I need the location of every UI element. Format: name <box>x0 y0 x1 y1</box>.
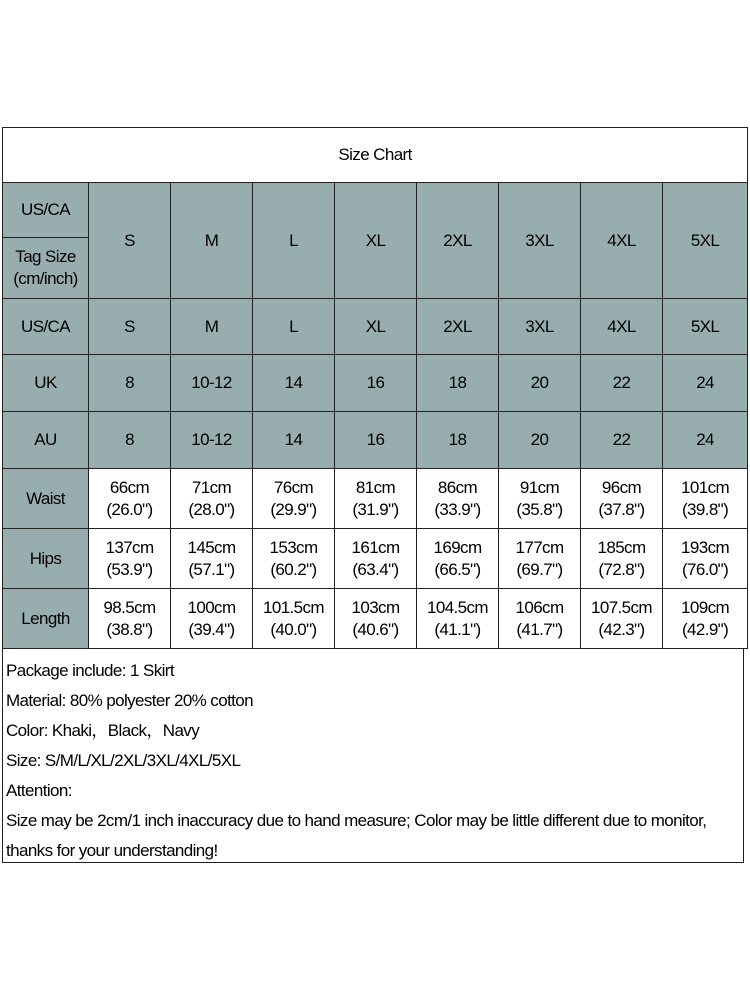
hips-measurement-cell <box>253 529 335 589</box>
waist-cm-value: 86cm <box>437 477 478 497</box>
hips-measurement-cell <box>171 529 253 589</box>
waist-measurement-cell <box>417 469 499 529</box>
header-size-3xl: 3XL <box>499 183 581 299</box>
au-size-cell: 8 <box>89 412 171 469</box>
uk-size-cell: 14 <box>253 355 335 412</box>
waist-measurement-cell <box>663 469 748 529</box>
length-measurement-cell <box>499 589 581 649</box>
waist-measurement-cell <box>253 469 335 529</box>
hips-inch-value: (60.2") <box>270 559 317 579</box>
usca-size-cell: L <box>253 299 335 355</box>
hips-inch-value: (66.5") <box>434 559 481 579</box>
au-size-cell: 20 <box>499 412 581 469</box>
waist-measurement-cell <box>499 469 581 529</box>
length-inch-value: (40.0") <box>270 619 317 639</box>
uk-size-cell: 20 <box>499 355 581 412</box>
length-measurement-cell <box>581 589 663 649</box>
length-cm-value: 103cm <box>351 597 400 617</box>
waist-inch-value: (28.0") <box>188 499 235 519</box>
chart-title: Size Chart <box>3 128 748 183</box>
hips-inch-value: (53.9") <box>106 559 153 579</box>
row-label-hips: Hips <box>3 529 89 589</box>
note-line: Size: S/M/L/XL/2XL/3XL/4XL/5XL <box>6 751 241 770</box>
hips-cm-value: 137cm <box>105 537 154 557</box>
header-size-l: L <box>253 183 335 299</box>
length-cm-value: 98.5cm <box>103 597 156 617</box>
usca-size-cell: 4XL <box>581 299 663 355</box>
length-cm-value: 106cm <box>515 597 564 617</box>
hips-measurement-cell <box>89 529 171 589</box>
length-measurement-cell <box>663 589 748 649</box>
hips-inch-value: (72.8") <box>598 559 645 579</box>
usca-size-cell: M <box>171 299 253 355</box>
waist-inch-value: (26.0") <box>106 499 153 519</box>
tag-unit-line: (cm/inch) <box>13 269 78 288</box>
au-size-cell: 16 <box>335 412 417 469</box>
usca-size-cell: 2XL <box>417 299 499 355</box>
length-measurement-cell <box>89 589 171 649</box>
waist-inch-value: (31.9") <box>352 499 399 519</box>
uk-size-cell: 18 <box>417 355 499 412</box>
usca-size-cell: S <box>89 299 171 355</box>
au-size-cell: 14 <box>253 412 335 469</box>
waist-cm-value: 96cm <box>601 477 642 497</box>
hips-cm-value: 185cm <box>597 537 646 557</box>
header-size-xl: XL <box>335 183 417 299</box>
length-cm-value: 101.5cm <box>262 597 324 617</box>
row-label-length: Length <box>3 589 89 649</box>
hips-inch-value: (69.7") <box>516 559 563 579</box>
usca-size-cell: 3XL <box>499 299 581 355</box>
length-cm-value: 109cm <box>681 597 730 617</box>
length-inch-value: (40.6") <box>352 619 399 639</box>
hips-cm-value: 145cm <box>187 537 236 557</box>
au-size-cell: 24 <box>663 412 748 469</box>
waist-inch-value: (39.8") <box>681 499 729 519</box>
uk-size-cell: 16 <box>335 355 417 412</box>
header-size-5xl: 5XL <box>663 183 748 299</box>
header-size-m: M <box>171 183 253 299</box>
length-measurement-cell <box>417 589 499 649</box>
usca-size-cell: XL <box>335 299 417 355</box>
row-label-waist: Waist <box>3 469 89 529</box>
au-size-cell: 22 <box>581 412 663 469</box>
hips-inch-value: (76.0") <box>681 559 729 579</box>
length-measurement-cell <box>171 589 253 649</box>
waist-measurement-cell <box>335 469 417 529</box>
hips-inch-value: (57.1") <box>188 559 235 579</box>
row-label-au: AU <box>3 412 89 469</box>
header-size-2xl: 2XL <box>417 183 499 299</box>
header-usca-label: US/CA <box>3 183 89 238</box>
hips-inch-value: (63.4") <box>352 559 399 579</box>
waist-inch-value: (35.8") <box>516 499 563 519</box>
waist-cm-value: 91cm <box>519 477 560 497</box>
note-line: Package include: 1 Skirt <box>6 661 174 680</box>
waist-cm-value: 66cm <box>109 477 150 497</box>
header-size-s: S <box>89 183 171 299</box>
length-inch-value: (39.4") <box>188 619 235 639</box>
length-measurement-cell <box>335 589 417 649</box>
waist-cm-value: 81cm <box>355 477 396 497</box>
waist-inch-value: (29.9") <box>270 499 317 519</box>
length-inch-value: (41.1") <box>434 619 481 639</box>
hips-cm-value: 193cm <box>681 537 730 557</box>
waist-cm-value: 76cm <box>273 477 314 497</box>
note-line: Attention: <box>6 781 72 800</box>
au-size-cell: 18 <box>417 412 499 469</box>
length-measurement-cell <box>253 589 335 649</box>
product-notes <box>2 649 744 863</box>
hips-measurement-cell <box>417 529 499 589</box>
length-cm-value: 100cm <box>187 597 236 617</box>
length-inch-value: (41.7") <box>516 619 563 639</box>
waist-inch-value: (33.9") <box>434 499 481 519</box>
waist-measurement-cell <box>89 469 171 529</box>
length-cm-value: 107.5cm <box>590 597 652 617</box>
waist-cm-value: 71cm <box>191 477 232 497</box>
uk-size-cell: 24 <box>663 355 748 412</box>
header-tag-size-label <box>3 238 89 299</box>
uk-size-cell: 22 <box>581 355 663 412</box>
length-inch-value: (42.3") <box>598 619 645 639</box>
length-cm-value: 104.5cm <box>426 597 488 617</box>
hips-cm-value: 161cm <box>351 537 400 557</box>
hips-cm-value: 153cm <box>269 537 318 557</box>
note-line: Size may be 2cm/1 inch inaccuracy due to hand measure; Color may be little different due to monitor, thanks for your understanding! <box>6 811 707 860</box>
size-chart-sheet <box>2 127 747 863</box>
length-inch-value: (38.8") <box>106 619 153 639</box>
waist-inch-value: (37.8") <box>598 499 645 519</box>
waist-measurement-cell <box>581 469 663 529</box>
row-label-usca: US/CA <box>3 299 89 355</box>
row-label-uk: UK <box>3 355 89 412</box>
hips-cm-value: 177cm <box>515 537 564 557</box>
size-chart-table <box>2 127 748 649</box>
uk-size-cell: 10-12 <box>171 355 253 412</box>
note-line: Color: Khaki，Black，Navy <box>6 721 200 740</box>
header-size-4xl: 4XL <box>581 183 663 299</box>
hips-cm-value: 169cm <box>433 537 482 557</box>
uk-size-cell: 8 <box>89 355 171 412</box>
usca-size-cell: 5XL <box>663 299 748 355</box>
hips-measurement-cell <box>499 529 581 589</box>
waist-cm-value: 101cm <box>681 477 730 497</box>
hips-measurement-cell <box>663 529 748 589</box>
au-size-cell: 10-12 <box>171 412 253 469</box>
hips-measurement-cell <box>335 529 417 589</box>
hips-measurement-cell <box>581 529 663 589</box>
note-line: Material: 80% polyester 20% cotton <box>6 691 254 710</box>
tag-size-line: Tag Size <box>15 247 76 266</box>
length-inch-value: (42.9") <box>681 619 729 639</box>
waist-measurement-cell <box>171 469 253 529</box>
